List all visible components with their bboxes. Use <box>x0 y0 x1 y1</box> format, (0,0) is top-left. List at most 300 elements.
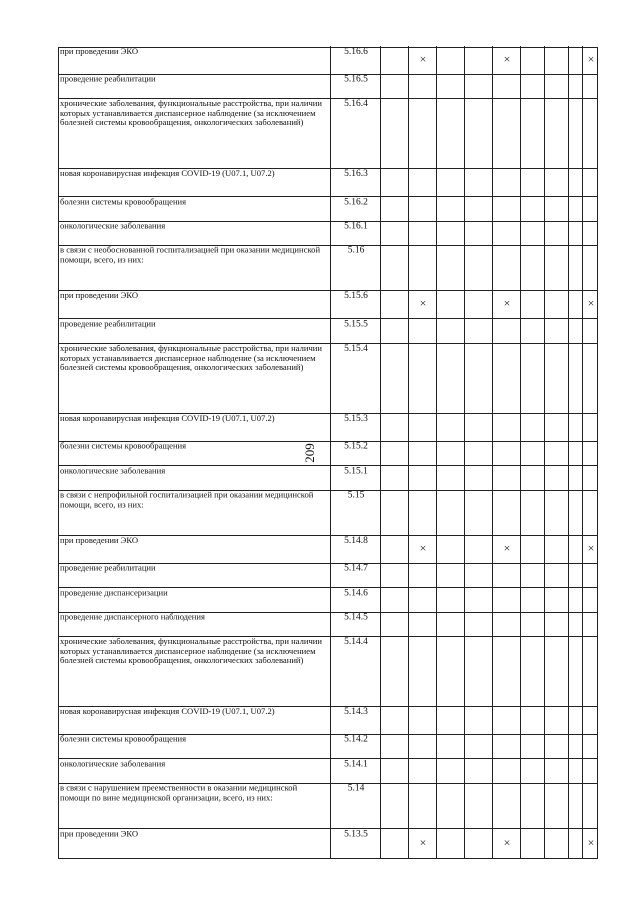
mark <box>381 98 408 168</box>
mark-cell <box>436 828 464 858</box>
row-name-cell <box>58 196 330 220</box>
row-name-cell <box>58 783 330 828</box>
row-name: в связи с нарушением преемственности в оказании медицинской помощи по вине медицинской организации, всего, из них: <box>60 782 298 803</box>
row-name-cell <box>58 535 330 563</box>
mark-cell <box>568 318 582 342</box>
mark <box>521 587 544 611</box>
row-code: 5.14.4 <box>344 637 368 648</box>
mark-cell <box>520 343 544 413</box>
mark-cell <box>520 413 544 441</box>
mark-cell <box>582 74 598 98</box>
row-code-cell <box>330 563 380 587</box>
mark <box>583 563 598 587</box>
row-name: при проведении ЭКО <box>60 828 139 839</box>
row-name: болезни системы кровообращения <box>60 440 187 451</box>
mark <box>381 245 408 290</box>
mark-cell <box>436 413 464 441</box>
mark-cell <box>492 98 520 168</box>
mark-cell <box>464 783 492 828</box>
mark-cell <box>544 318 568 342</box>
mark-cell <box>380 783 408 828</box>
mark-cell <box>408 318 436 342</box>
mark <box>437 734 464 758</box>
row-code-cell <box>330 74 380 98</box>
mark-cell <box>568 636 582 706</box>
mark <box>569 636 582 706</box>
row-code: 5.16 <box>347 246 365 257</box>
mark <box>437 196 464 220</box>
mark <box>437 636 464 706</box>
mark-cell <box>520 441 544 465</box>
mark: × <box>587 296 595 311</box>
mark-cell <box>464 98 492 168</box>
table-row <box>58 491 598 536</box>
mark-cell <box>464 612 492 636</box>
mark <box>521 636 544 706</box>
mark <box>583 168 598 196</box>
mark <box>465 196 492 220</box>
mark <box>521 465 544 489</box>
mark-cell <box>380 196 408 220</box>
table-row <box>58 759 598 783</box>
row-name-cell <box>58 563 330 587</box>
mark <box>465 343 492 413</box>
mark <box>569 168 582 196</box>
row-name: проведение реабилитации <box>60 73 156 84</box>
mark <box>465 441 492 465</box>
mark <box>545 168 568 196</box>
mark-cell <box>380 245 408 290</box>
table-row <box>58 466 598 490</box>
mark-cell <box>436 535 464 563</box>
mark-cell <box>436 74 464 98</box>
table-row <box>58 536 598 564</box>
mark-cell <box>582 46 598 74</box>
mark-cell <box>408 290 436 318</box>
mark-cell <box>520 98 544 168</box>
mark-cell <box>380 413 408 441</box>
row-code: 5.16.4 <box>344 99 368 110</box>
row-code: 5.13.5 <box>344 829 368 840</box>
row-code: 5.15.3 <box>344 413 368 424</box>
mark: × <box>587 540 595 555</box>
mark: × <box>419 540 427 555</box>
row-code: 5.15.6 <box>344 291 368 302</box>
mark-cell <box>568 612 582 636</box>
row-name: онкологические заболевания <box>60 758 166 769</box>
mark-cell <box>464 563 492 587</box>
mark <box>583 221 598 245</box>
mark <box>569 563 582 587</box>
mark-cell <box>464 636 492 706</box>
row-code-cell <box>330 587 380 611</box>
mark <box>569 318 582 342</box>
mark <box>409 168 436 196</box>
mark <box>545 828 568 858</box>
mark <box>409 221 436 245</box>
table-border-bottom <box>597 47 598 859</box>
mark <box>437 587 464 611</box>
mark-cell <box>492 413 520 441</box>
mark <box>545 490 568 535</box>
mark <box>521 318 544 342</box>
mark-cell <box>492 828 520 858</box>
mark-cell <box>464 245 492 290</box>
row-name-cell <box>58 46 330 74</box>
mark <box>381 441 408 465</box>
mark <box>437 783 464 828</box>
row-code-cell <box>330 783 380 828</box>
mark <box>437 46 464 74</box>
mark <box>569 783 582 828</box>
row-code-cell <box>330 758 380 782</box>
mark-cell <box>380 465 408 489</box>
mark <box>381 758 408 782</box>
mark-cell <box>408 563 436 587</box>
mark-cell <box>568 563 582 587</box>
mark <box>409 343 436 413</box>
mark <box>493 98 520 168</box>
mark-cell <box>436 343 464 413</box>
mark <box>493 221 520 245</box>
mark <box>381 612 408 636</box>
mark <box>465 563 492 587</box>
mark-cell <box>380 441 408 465</box>
mark-cell <box>380 290 408 318</box>
mark <box>465 46 492 74</box>
mark <box>521 828 544 858</box>
mark-cell <box>464 343 492 413</box>
mark <box>493 74 520 98</box>
mark <box>521 74 544 98</box>
table-row <box>58 588 598 612</box>
mark <box>545 74 568 98</box>
mark-cell <box>464 465 492 489</box>
mark-cell <box>568 828 582 858</box>
mark: × <box>419 296 427 311</box>
mark <box>583 465 598 489</box>
mark <box>545 441 568 465</box>
mark <box>437 612 464 636</box>
row-code: 5.15.4 <box>344 343 368 354</box>
mark <box>545 465 568 489</box>
mark-cell <box>408 535 436 563</box>
mark <box>493 168 520 196</box>
mark: × <box>419 835 427 850</box>
mark <box>409 245 436 290</box>
mark-cell <box>492 221 520 245</box>
mark-cell <box>520 612 544 636</box>
row-code-cell <box>330 46 380 74</box>
row-name-cell <box>58 465 330 489</box>
mark-cell <box>582 783 598 828</box>
mark <box>583 441 598 465</box>
mark <box>409 587 436 611</box>
mark <box>409 612 436 636</box>
row-code-cell <box>330 343 380 413</box>
mark-cell <box>380 587 408 611</box>
mark-cell <box>520 828 544 858</box>
mark-cell <box>436 196 464 220</box>
mark-cell <box>380 98 408 168</box>
mark-cell <box>520 465 544 489</box>
mark <box>569 98 582 168</box>
mark-cell <box>464 221 492 245</box>
mark-cell <box>544 535 568 563</box>
mark-cell <box>408 828 436 858</box>
mark <box>437 290 464 318</box>
mark <box>545 290 568 318</box>
row-code: 5.15.2 <box>344 441 368 452</box>
row-code-cell <box>330 490 380 535</box>
mark: × <box>503 52 511 67</box>
mark <box>381 783 408 828</box>
mark <box>437 413 464 441</box>
table-row <box>58 613 598 637</box>
row-name-cell <box>58 343 330 413</box>
table-row <box>58 197 598 221</box>
row-code: 5.16.6 <box>344 47 368 58</box>
mark <box>465 706 492 734</box>
mark-cell <box>568 98 582 168</box>
mark <box>569 706 582 734</box>
mark <box>409 563 436 587</box>
mark <box>583 612 598 636</box>
row-code: 5.15.5 <box>344 319 368 330</box>
mark <box>521 706 544 734</box>
mark-cell <box>582 612 598 636</box>
mark-cell <box>582 465 598 489</box>
mark <box>437 221 464 245</box>
mark <box>381 734 408 758</box>
row-name-cell <box>58 441 330 465</box>
mark-cell <box>520 758 544 782</box>
mark: × <box>587 52 595 67</box>
mark <box>409 758 436 782</box>
mark <box>493 563 520 587</box>
mark-cell <box>408 441 436 465</box>
mark <box>493 783 520 828</box>
mark <box>569 535 582 563</box>
mark <box>437 441 464 465</box>
mark-cell <box>464 441 492 465</box>
mark <box>409 74 436 98</box>
row-code: 5.14 <box>347 783 365 794</box>
mark-cell <box>408 612 436 636</box>
row-name: болезни системы кровообращения <box>60 196 187 207</box>
mark-cell <box>408 74 436 98</box>
mark <box>409 783 436 828</box>
mark <box>381 706 408 734</box>
mark-cell <box>582 343 598 413</box>
table-row <box>58 222 598 246</box>
row-name-cell <box>58 636 330 706</box>
mark <box>583 706 598 734</box>
mark-cell <box>436 734 464 758</box>
mark-cell <box>568 490 582 535</box>
mark-cell <box>408 413 436 441</box>
mark <box>465 758 492 782</box>
mark-cell <box>492 535 520 563</box>
mark <box>545 196 568 220</box>
table-border-top <box>58 47 59 859</box>
mark-cell <box>464 196 492 220</box>
mark-cell <box>582 636 598 706</box>
mark-cell <box>492 46 520 74</box>
mark-cell <box>544 758 568 782</box>
page-number: 209 <box>301 443 317 463</box>
mark-cell <box>544 196 568 220</box>
mark <box>545 46 568 74</box>
mark <box>409 465 436 489</box>
mark <box>381 636 408 706</box>
mark-cell <box>582 706 598 734</box>
mark-cell <box>520 168 544 196</box>
row-name: новая коронавирусная инфекция COVID-19 (U07.1, U07.2) <box>60 706 275 717</box>
report-table <box>58 47 598 859</box>
mark-cell <box>568 465 582 489</box>
mark-cell <box>408 734 436 758</box>
mark <box>437 343 464 413</box>
row-name-cell <box>58 706 330 734</box>
mark: × <box>419 52 427 67</box>
mark <box>569 290 582 318</box>
mark <box>583 734 598 758</box>
mark-cell <box>520 221 544 245</box>
mark-cell <box>568 706 582 734</box>
mark-cell <box>436 612 464 636</box>
mark-cell <box>380 563 408 587</box>
table-row <box>58 75 598 99</box>
mark-cell <box>436 46 464 74</box>
mark <box>545 734 568 758</box>
mark-cell <box>582 441 598 465</box>
row-code-cell <box>330 465 380 489</box>
mark <box>381 168 408 196</box>
mark-cell <box>582 245 598 290</box>
mark <box>583 196 598 220</box>
mark-cell <box>520 46 544 74</box>
mark <box>493 441 520 465</box>
mark <box>583 245 598 290</box>
table-row <box>58 246 598 291</box>
mark-cell <box>568 196 582 220</box>
mark-cell <box>408 196 436 220</box>
mark <box>381 465 408 489</box>
table-row <box>58 735 598 759</box>
mark <box>465 734 492 758</box>
mark-cell <box>436 563 464 587</box>
table-row <box>58 829 598 859</box>
mark-cell <box>408 168 436 196</box>
mark <box>493 245 520 290</box>
row-code: 5.14.7 <box>344 563 368 574</box>
row-code-cell <box>330 196 380 220</box>
mark-cell <box>568 734 582 758</box>
mark <box>521 46 544 74</box>
mark <box>521 168 544 196</box>
mark-cell <box>380 535 408 563</box>
mark <box>521 196 544 220</box>
row-name-cell <box>58 490 330 535</box>
row-name: новая коронавирусная инфекция COVID-19 (U07.1, U07.2) <box>60 412 275 423</box>
mark <box>583 783 598 828</box>
mark-cell <box>436 98 464 168</box>
mark <box>521 221 544 245</box>
mark <box>569 221 582 245</box>
mark-cell <box>568 74 582 98</box>
mark-cell <box>544 490 568 535</box>
mark-cell <box>464 706 492 734</box>
mark-cell <box>544 636 568 706</box>
mark-cell <box>380 46 408 74</box>
mark <box>381 535 408 563</box>
row-code: 5.15 <box>347 490 365 501</box>
mark <box>465 612 492 636</box>
mark-cell <box>520 196 544 220</box>
mark-cell <box>568 343 582 413</box>
mark <box>465 783 492 828</box>
row-code-cell <box>330 98 380 168</box>
mark-cell <box>408 758 436 782</box>
mark-cell <box>408 636 436 706</box>
row-name-cell <box>58 168 330 196</box>
mark-cell <box>520 74 544 98</box>
mark <box>545 706 568 734</box>
mark-cell <box>436 783 464 828</box>
mark <box>381 343 408 413</box>
mark <box>437 245 464 290</box>
mark <box>409 490 436 535</box>
mark <box>569 441 582 465</box>
mark <box>493 196 520 220</box>
mark-cell <box>408 490 436 535</box>
mark-cell <box>492 290 520 318</box>
row-name: при проведении ЭКО <box>60 290 139 301</box>
mark <box>381 74 408 98</box>
mark-cell <box>582 168 598 196</box>
mark <box>493 465 520 489</box>
mark <box>465 74 492 98</box>
mark-cell <box>380 74 408 98</box>
mark-cell <box>568 413 582 441</box>
mark-cell <box>492 245 520 290</box>
row-name-cell <box>58 74 330 98</box>
mark <box>521 441 544 465</box>
mark <box>409 318 436 342</box>
mark-cell <box>582 290 598 318</box>
mark-cell <box>408 245 436 290</box>
mark <box>493 706 520 734</box>
mark-cell <box>436 465 464 489</box>
row-code-cell <box>330 828 380 858</box>
row-code-cell <box>330 168 380 196</box>
mark-cell <box>436 245 464 290</box>
mark <box>569 490 582 535</box>
mark <box>521 783 544 828</box>
row-code-cell <box>330 441 380 465</box>
table-row <box>58 99 598 169</box>
mark <box>521 413 544 441</box>
mark-cell <box>582 828 598 858</box>
mark-cell <box>464 46 492 74</box>
mark-cell <box>544 46 568 74</box>
row-code-cell <box>330 318 380 342</box>
mark <box>437 490 464 535</box>
mark-cell <box>492 168 520 196</box>
mark <box>437 828 464 858</box>
mark <box>465 290 492 318</box>
